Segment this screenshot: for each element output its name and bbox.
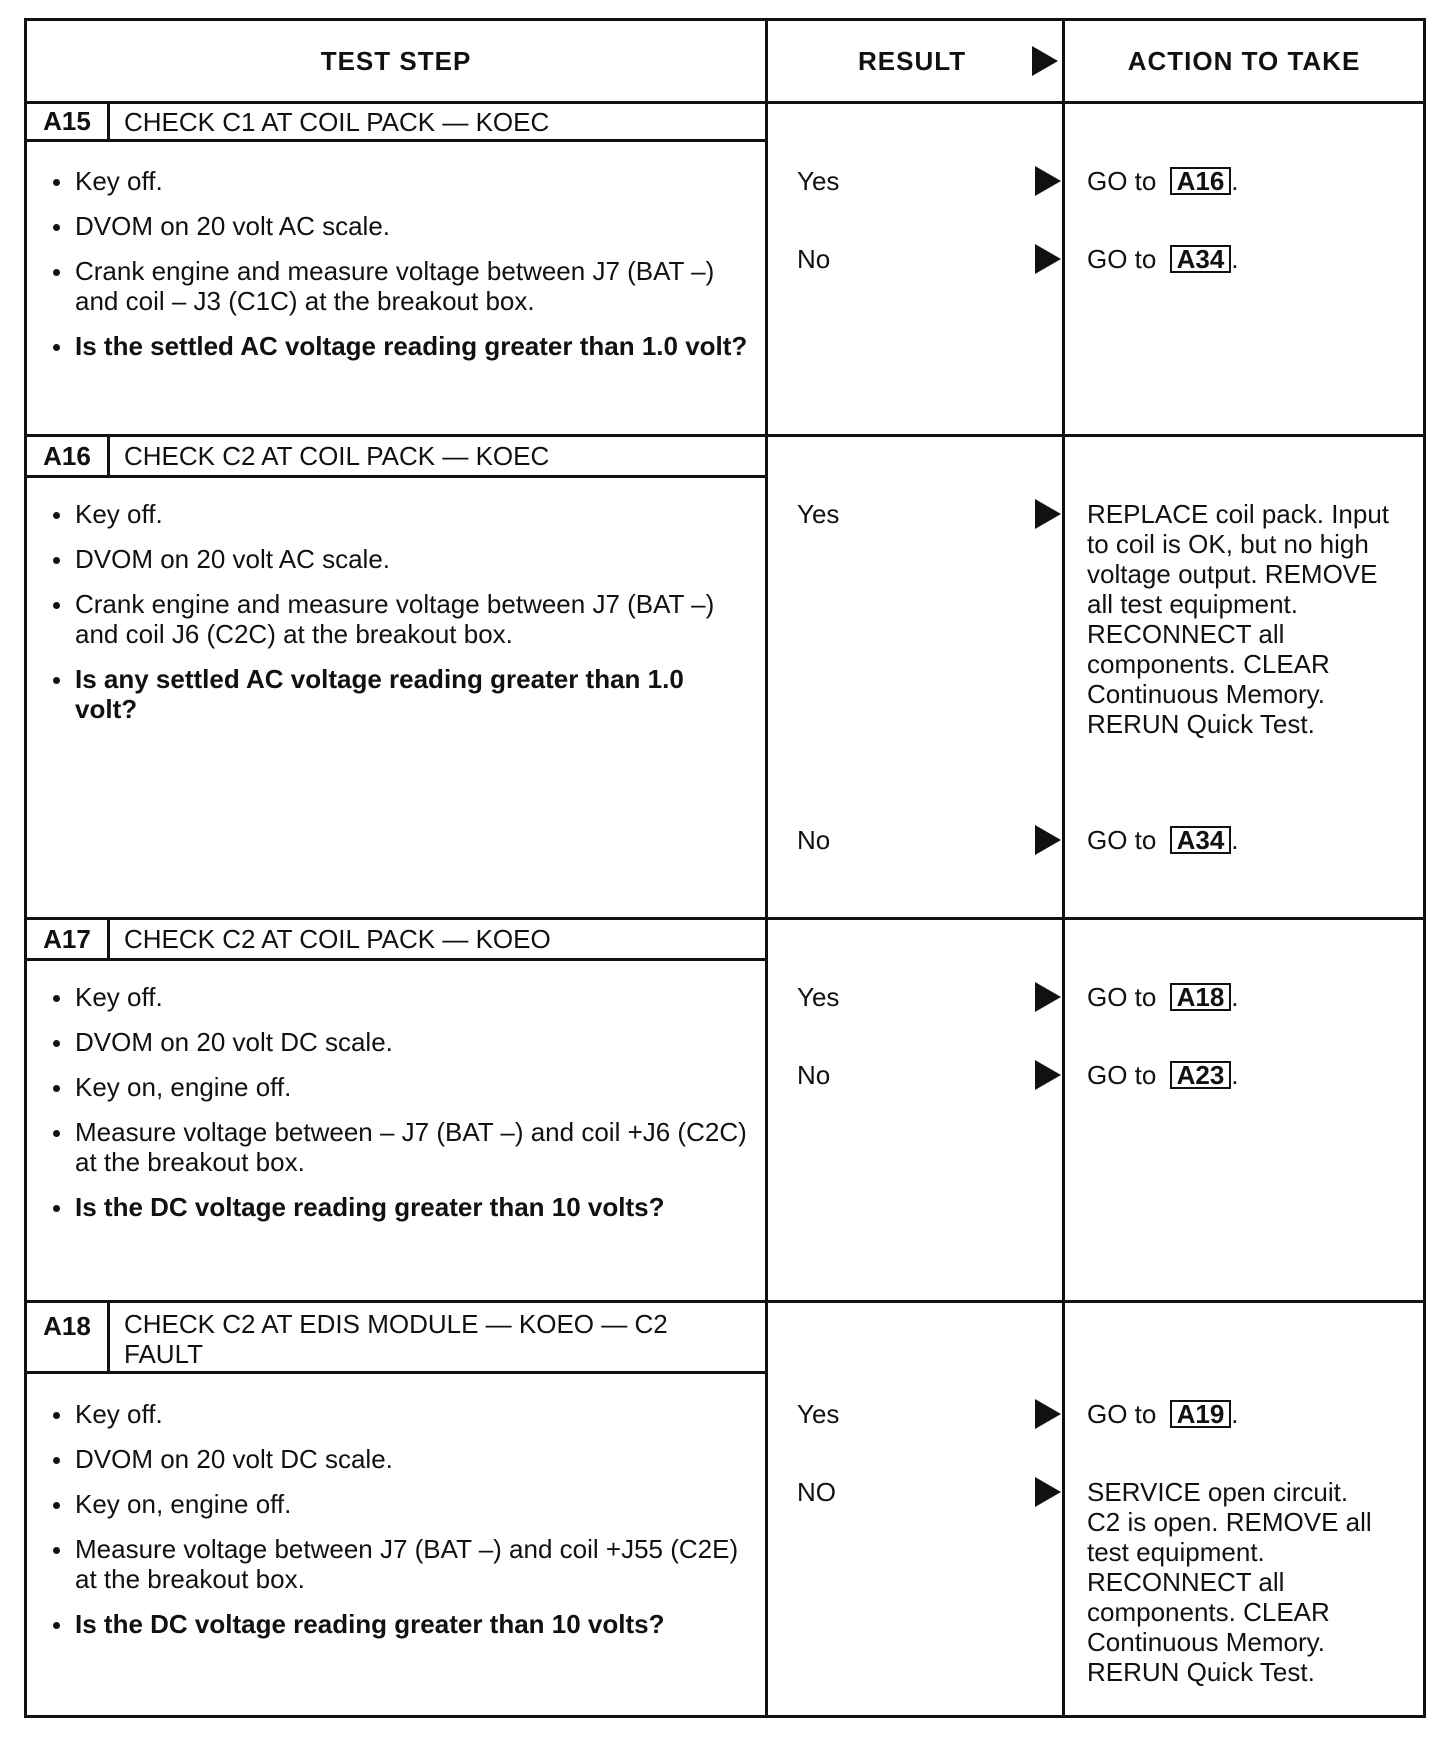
step-ref-box: A16 (1170, 167, 1232, 195)
result-action: REPLACE coil pack. Input to coil is OK, but no high voltage output. REMOVE all test equipment. RECONNECT all components. CLEAR Continuous Memory. RERUN Quick Test. (1087, 499, 1390, 739)
result-action: SERVICE open circuit. C2 is open. REMOVE all test equipment. RECONNECT all components. CLEAR Continuous Memory. RERUN Quick Test. (1087, 1477, 1372, 1687)
header-arrow-icon (1032, 46, 1058, 76)
instruction-item: DVOM on 20 volt AC scale. (49, 211, 749, 241)
step-header (27, 437, 765, 478)
step-instructions (49, 1399, 749, 1654)
step-ref-box: A19 (1170, 1400, 1232, 1428)
step-id: A15 (27, 104, 110, 139)
header-test-step: TEST STEP (320, 45, 472, 76)
action-text: GO to (1087, 166, 1164, 196)
instruction-item: DVOM on 20 volt DC scale. (49, 1444, 749, 1474)
instruction-item: Key off. (49, 166, 749, 196)
result-arrow-icon (1035, 1060, 1061, 1090)
instruction-item: Key on, engine off. (49, 1489, 749, 1519)
action-suffix: . (1231, 244, 1239, 274)
step-ref-box: A18 (1170, 983, 1232, 1011)
result-action (1087, 982, 1422, 1012)
result-action (1087, 1060, 1422, 1090)
step-id: A17 (27, 920, 110, 958)
instruction-item: Measure voltage between – J7 (BAT –) and coil +J6 (C2C) at the breakout box. (49, 1117, 749, 1177)
result-arrow-icon (1035, 166, 1061, 196)
action-text: GO to (1087, 825, 1164, 855)
instruction-item: DVOM on 20 volt DC scale. (49, 1027, 749, 1057)
diagnostic-table (24, 18, 1426, 1718)
instruction-item: Key off. (49, 1399, 749, 1429)
step-header (27, 1303, 765, 1374)
step-title: CHECK C1 AT COIL PACK — KOEC (124, 106, 550, 137)
instruction-item: Crank engine and measure voltage between J7 (BAT –) and coil – J3 (C1C) at the breakout box. (49, 256, 749, 316)
action-suffix: . (1231, 982, 1239, 1012)
header-result: RESULT (858, 45, 967, 76)
result-label: No (797, 825, 831, 855)
step-instructions (49, 982, 749, 1237)
result-label: Yes (797, 499, 840, 529)
step-header (27, 104, 765, 142)
step-id: A16 (27, 437, 110, 475)
action-text: GO to (1087, 982, 1164, 1012)
result-action (1087, 244, 1422, 274)
step-row-a18 (27, 1303, 1423, 1718)
header-action: ACTION TO TAKE (1127, 45, 1361, 76)
step-row-a15 (27, 104, 1423, 434)
instruction-item: Key off. (49, 499, 749, 529)
step-title: CHECK C2 AT COIL PACK — KOEC (124, 441, 550, 471)
result-arrow-icon (1035, 1399, 1061, 1429)
step-ref-box: A34 (1170, 826, 1232, 854)
result-label: NO (797, 1477, 836, 1507)
action-suffix: . (1231, 166, 1239, 196)
step-header (27, 920, 765, 961)
step-question: Is any settled AC voltage reading greater than 1.0 volt? (49, 664, 749, 724)
instruction-item: Measure voltage between J7 (BAT –) and coil +J55 (C2E) at the breakout box. (49, 1534, 749, 1594)
instruction-item: Key off. (49, 982, 749, 1012)
step-row-a17 (27, 920, 1423, 1300)
step-id: A18 (27, 1303, 110, 1371)
result-arrow-icon (1035, 825, 1061, 855)
step-title: CHECK C2 AT COIL PACK — KOEO (124, 924, 551, 954)
instruction-item: DVOM on 20 volt AC scale. (49, 544, 749, 574)
step-title: CHECK C2 AT EDIS MODULE — KOEO — C2 FAULT (124, 1309, 668, 1369)
result-arrow-icon (1035, 982, 1061, 1012)
action-text: GO to (1087, 1399, 1164, 1429)
step-instructions (49, 499, 749, 739)
result-label: Yes (797, 1399, 840, 1429)
result-label: Yes (797, 982, 840, 1012)
step-question: Is the settled AC voltage reading greater than 1.0 volt? (49, 331, 749, 361)
action-suffix: . (1231, 825, 1239, 855)
action-text: GO to (1087, 1060, 1164, 1090)
step-row-a16 (27, 437, 1423, 917)
result-action (1087, 1399, 1422, 1429)
result-label: Yes (797, 166, 840, 196)
result-label: No (797, 1060, 831, 1090)
step-instructions (49, 166, 749, 376)
instruction-item: Crank engine and measure voltage between J7 (BAT –) and coil J6 (C2C) at the breakout box. (49, 589, 749, 649)
action-suffix: . (1231, 1399, 1239, 1429)
step-question: Is the DC voltage reading greater than 10 volts? (49, 1609, 675, 1639)
result-action (1087, 166, 1422, 196)
action-suffix: . (1231, 1060, 1239, 1090)
result-arrow-icon (1035, 499, 1061, 529)
result-label: No (797, 244, 831, 274)
result-arrow-icon (1035, 244, 1061, 274)
action-text: GO to (1087, 244, 1164, 274)
step-question: Is the DC voltage reading greater than 10 volts? (49, 1192, 675, 1222)
instruction-item: Key on, engine off. (49, 1072, 749, 1102)
result-action (1087, 825, 1422, 855)
step-ref-box: A23 (1170, 1061, 1232, 1089)
result-arrow-icon (1035, 1477, 1061, 1507)
step-ref-box: A34 (1170, 245, 1232, 273)
